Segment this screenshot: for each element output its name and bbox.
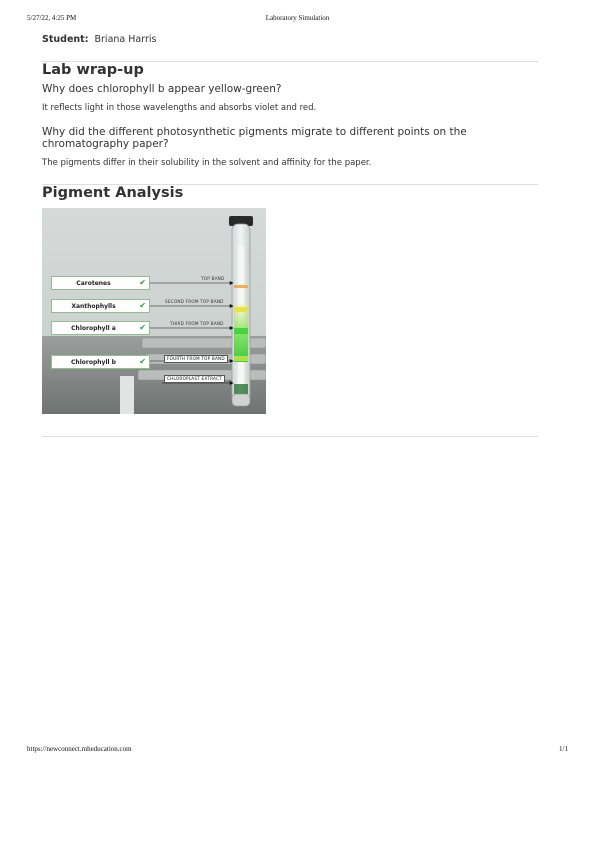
check-icon: ✔ [139, 357, 146, 366]
check-icon: ✔ [139, 323, 146, 332]
check-icon: ✔ [139, 301, 146, 310]
pigment-analysis-image [42, 208, 266, 414]
band-label-extract: CHLOROPLAST EXTRACT [164, 375, 225, 383]
question-1: Why does chlorophyll b appear yellow-green? [42, 83, 282, 95]
band-label-third: THIRD FROM TOP BAND [170, 321, 224, 326]
student-name: Briana Harris [94, 34, 157, 45]
xanthophyll-band [234, 307, 248, 312]
pigment-analysis-title: Pigment Analysis [42, 185, 184, 201]
page-number: 1/1 [559, 745, 568, 753]
print-date: 5/27/22, 4:25 PM [27, 14, 77, 22]
solvent-pool [234, 384, 248, 394]
student-line [42, 34, 538, 48]
pigment-tag-xanthophylls [51, 299, 150, 313]
print-url: https://newconnect.mheducation.com [27, 745, 132, 753]
pigment-name: Xanthophylls [71, 303, 116, 310]
print-title: Laboratory Simulation [265, 14, 330, 22]
pigment-tag-chlorophyll-a [51, 321, 150, 335]
band-label-top: TOP BAND [201, 276, 225, 281]
student-label: Student: [42, 34, 89, 45]
pigment-tag-chlorophyll-b [51, 355, 150, 369]
band-label-fourth: FOURTH FROM TOP BAND [164, 355, 228, 363]
pigment-name: Chlorophyll a [71, 325, 116, 332]
left-rack-post [120, 376, 134, 414]
report-content [42, 34, 538, 437]
chlorophyll-a-band [234, 328, 248, 334]
pigment-name: Chlorophyll b [71, 359, 116, 366]
tube-base [232, 394, 250, 406]
print-header [27, 14, 568, 26]
divider [42, 436, 538, 437]
print-footer [27, 745, 568, 757]
band-label-second: SECOND FROM TOP BAND [165, 299, 224, 304]
chlorophyll-b-band [234, 356, 248, 361]
pigment-name: Carotenes [76, 280, 111, 287]
answer-2: The pigments differ in their solubility in the solvent and affinity for the paper. [42, 158, 372, 168]
question-2: Why did the different photosynthetic pigments migrate to different points on the chromatography paper? [42, 126, 467, 150]
check-icon: ✔ [139, 278, 146, 287]
answer-1: It reflects light in those wavelengths and absorbs violet and red. [42, 103, 317, 113]
carotene-band [234, 285, 248, 288]
pigment-tag-carotenes [51, 276, 150, 290]
lab-wrap-up-title: Lab wrap-up [42, 62, 144, 78]
